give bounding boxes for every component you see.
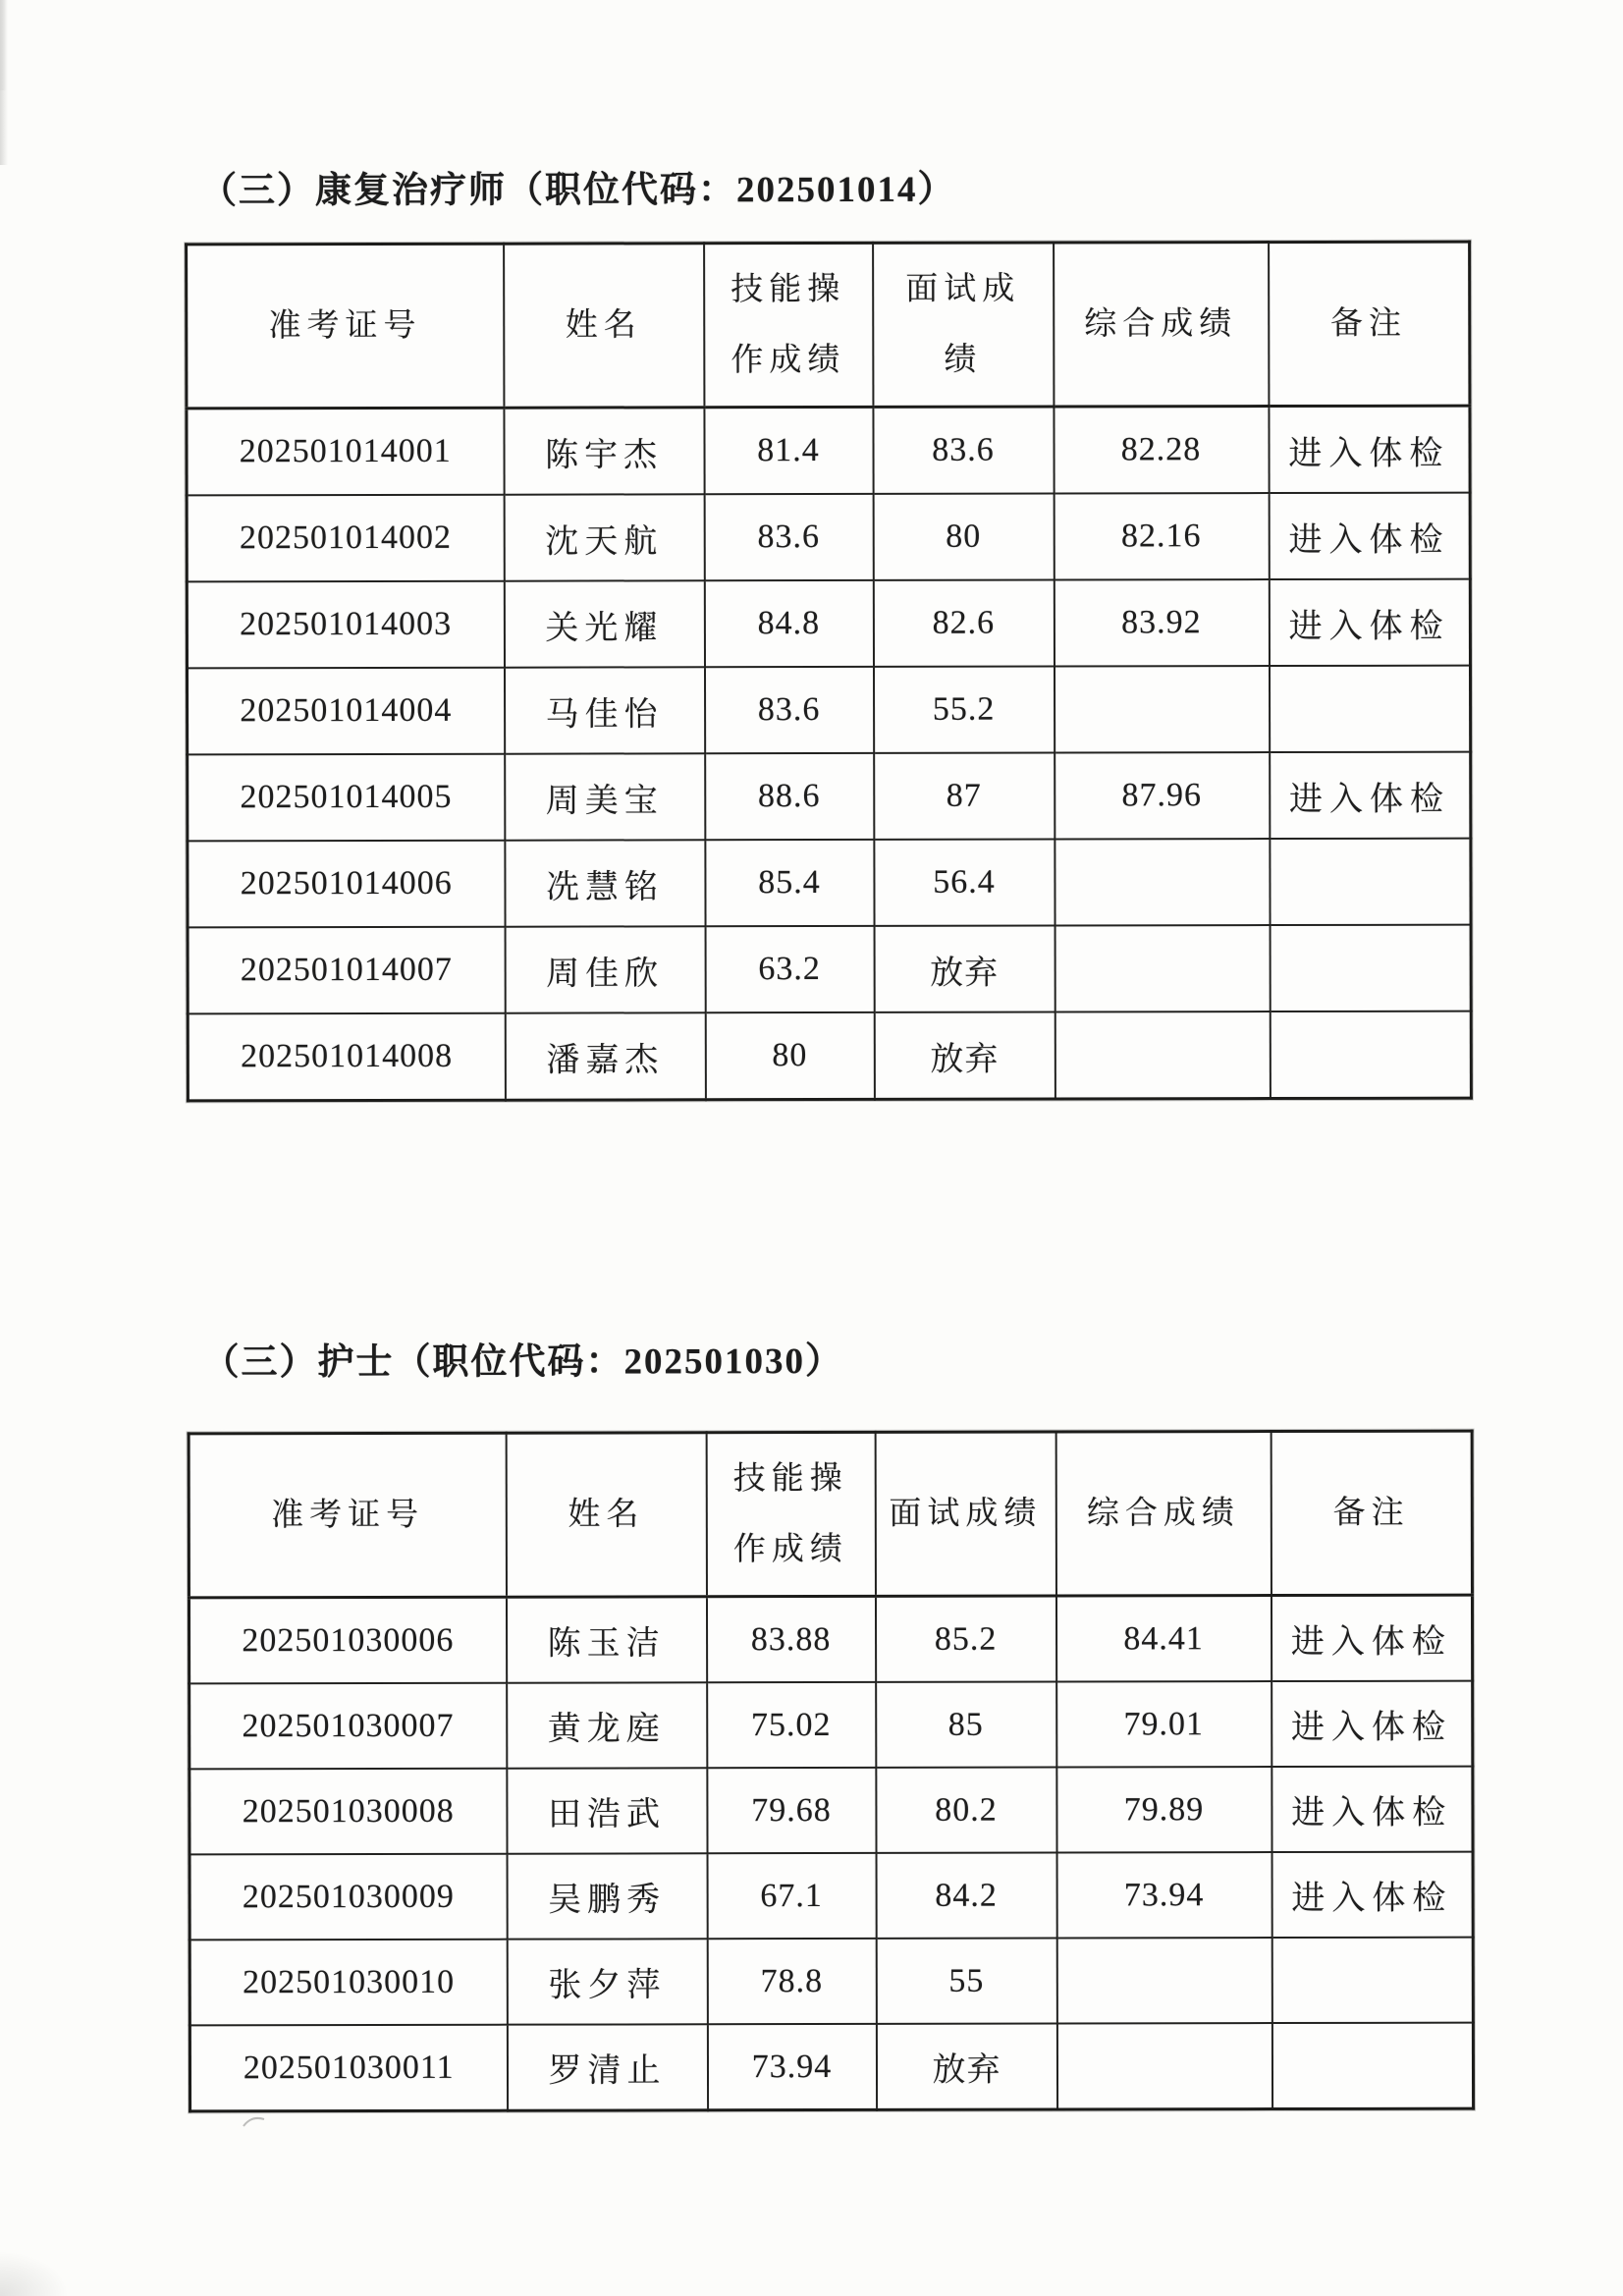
- col-header-skill-score: 技能操 作成绩: [706, 1432, 875, 1596]
- cell-overall-score: 79.89: [1056, 1767, 1271, 1852]
- cell-overall-score: [1056, 2023, 1271, 2109]
- table-row: [188, 925, 1471, 1014]
- table-row: [187, 666, 1470, 755]
- cell-skill-score: 80: [705, 1012, 874, 1100]
- cell-name: 潘嘉杰: [505, 1012, 705, 1100]
- cell-skill-score: 84.8: [704, 580, 873, 667]
- cell-overall-score: [1055, 1011, 1270, 1099]
- cell-exam-id: 202501014008: [188, 1013, 505, 1101]
- table-body: [189, 1595, 1473, 2111]
- cell-remark: [1271, 1938, 1473, 2023]
- cell-skill-score: 81.4: [704, 407, 873, 494]
- cell-skill-score: 67.1: [707, 1853, 876, 1939]
- col-header-interview-score: 面试成 绩: [873, 243, 1054, 407]
- table-row: [189, 1852, 1473, 1941]
- cell-remark: 进入体检: [1270, 752, 1471, 839]
- cell-exam-id: 202501014006: [188, 841, 505, 928]
- table-header-row: [189, 1431, 1472, 1598]
- cell-exam-id: 202501014002: [187, 495, 504, 582]
- scan-edge-smudge: [0, 0, 7, 90]
- cell-overall-score: 82.16: [1054, 493, 1269, 579]
- cell-remark: 进入体检: [1271, 1767, 1473, 1852]
- table-row: [188, 839, 1471, 928]
- cell-overall-score: [1055, 925, 1270, 1011]
- table-row: [189, 1595, 1472, 1683]
- cell-overall-score: 79.01: [1056, 1681, 1271, 1767]
- cell-overall-score: 84.41: [1055, 1596, 1271, 1682]
- cell-name: 张夕萍: [507, 1939, 707, 2024]
- table-row: [189, 1767, 1473, 1855]
- cell-exam-id: 202501014007: [188, 927, 505, 1014]
- cell-exam-id: 202501030011: [189, 2025, 507, 2111]
- results-table-nurse: [188, 1430, 1475, 2113]
- cell-remark: [1270, 839, 1471, 925]
- cell-name: 周佳欣: [505, 926, 705, 1012]
- cell-overall-score: [1055, 839, 1270, 925]
- cell-remark: [1269, 666, 1470, 752]
- col-header-name: 姓名: [504, 244, 704, 408]
- table-header-row: [187, 242, 1470, 409]
- cell-interview-score: 82.6: [873, 580, 1054, 667]
- cell-interview-score: 85.2: [875, 1596, 1055, 1682]
- results-table-rehab-therapist: [185, 241, 1473, 1103]
- table-row: [187, 579, 1470, 669]
- table-row: [189, 2023, 1473, 2111]
- cell-interview-score: 放弃: [874, 926, 1055, 1012]
- cell-skill-score: 79.68: [707, 1768, 876, 1853]
- cell-skill-score: 75.02: [707, 1682, 876, 1768]
- cell-name: 沈天航: [504, 494, 704, 580]
- cell-name: 黄龙庭: [507, 1682, 707, 1768]
- cell-overall-score: [1054, 666, 1269, 752]
- cell-exam-id: 202501014001: [187, 408, 504, 495]
- cell-name: 吴鹏秀: [507, 1853, 707, 1939]
- cell-overall-score: 87.96: [1055, 752, 1270, 839]
- cell-overall-score: 82.28: [1054, 407, 1269, 494]
- cell-exam-id: 202501030010: [189, 1940, 507, 2026]
- cell-interview-score: 80: [873, 494, 1054, 580]
- cell-remark: 进入体检: [1271, 1595, 1472, 1681]
- cell-remark: 进入体检: [1271, 1681, 1473, 1767]
- cell-skill-score: 83.6: [704, 494, 873, 580]
- section-title: （三）康复治疗师（职位代码：202501014）: [199, 169, 956, 212]
- scan-pen-mark: [242, 2113, 267, 2129]
- col-header-skill-score: 技能操 作成绩: [704, 243, 873, 407]
- col-header-name: 姓名: [506, 1433, 706, 1597]
- cell-remark: 进入体检: [1271, 1852, 1473, 1938]
- cell-interview-score: 放弃: [874, 1012, 1055, 1100]
- cell-overall-score: 73.94: [1056, 1852, 1271, 1938]
- col-header-exam-id: 准考证号: [189, 1433, 506, 1598]
- cell-interview-score: 83.6: [873, 407, 1054, 494]
- cell-skill-score: 88.6: [705, 753, 874, 840]
- cell-overall-score: [1056, 1938, 1271, 2023]
- cell-interview-score: 80.2: [876, 1768, 1056, 1853]
- cell-interview-score: 放弃: [876, 2024, 1056, 2110]
- table-row: [188, 1011, 1471, 1101]
- cell-name: 关光耀: [504, 580, 704, 667]
- cell-name: 陈宇杰: [504, 408, 704, 495]
- cell-name: 周美宝: [505, 753, 705, 840]
- col-header-overall-score: 综合成绩: [1054, 243, 1269, 407]
- cell-remark: 进入体检: [1269, 406, 1470, 493]
- table-body: [187, 406, 1471, 1101]
- table-row: [187, 493, 1470, 582]
- cell-exam-id: 202501014003: [187, 581, 504, 669]
- col-header-overall-score: 综合成绩: [1055, 1432, 1271, 1596]
- cell-exam-id: 202501030007: [189, 1683, 507, 1770]
- cell-exam-id: 202501030009: [189, 1854, 507, 1941]
- col-header-remark: 备注: [1269, 242, 1470, 406]
- cell-skill-score: 83.88: [706, 1596, 875, 1682]
- scan-corner-shadow: [0, 2251, 69, 2296]
- cell-skill-score: 78.8: [707, 1939, 876, 2024]
- col-header-remark: 备注: [1271, 1431, 1472, 1595]
- section-title: （三）护士（职位代码：202501030）: [202, 1340, 844, 1384]
- cell-skill-score: 73.94: [707, 2024, 876, 2110]
- cell-name: 冼慧铭: [505, 840, 705, 926]
- cell-interview-score: 55: [876, 1939, 1056, 2024]
- cell-skill-score: 63.2: [705, 926, 874, 1012]
- col-header-interview-score: 面试成绩: [875, 1432, 1055, 1596]
- cell-name: 罗清止: [507, 2024, 707, 2110]
- cell-interview-score: 56.4: [874, 840, 1055, 926]
- cell-exam-id: 202501014005: [188, 754, 505, 842]
- cell-skill-score: 85.4: [705, 840, 874, 926]
- cell-interview-score: 85: [876, 1682, 1056, 1768]
- cell-interview-score: 55.2: [873, 667, 1054, 753]
- cell-name: 马佳怡: [504, 667, 704, 753]
- cell-exam-id: 202501030008: [189, 1769, 507, 1855]
- cell-remark: [1270, 925, 1471, 1011]
- table-row: [188, 752, 1471, 842]
- section-nurse: [187, 1336, 1475, 2113]
- document-content: [185, 164, 1475, 2113]
- cell-name: 田浩武: [507, 1768, 707, 1853]
- cell-overall-score: 83.92: [1054, 579, 1269, 666]
- cell-interview-score: 87: [874, 753, 1055, 840]
- cell-exam-id: 202501030006: [189, 1597, 506, 1683]
- table-row: [187, 406, 1470, 495]
- cell-skill-score: 83.6: [704, 667, 873, 753]
- cell-remark: [1270, 1011, 1471, 1099]
- cell-remark: 进入体检: [1269, 579, 1470, 666]
- cell-name: 陈玉洁: [506, 1597, 706, 1683]
- table-row: [189, 1681, 1473, 1770]
- section-rehab-therapist: [185, 164, 1473, 1103]
- cell-remark: [1271, 2023, 1473, 2109]
- cell-interview-score: 84.2: [876, 1853, 1056, 1939]
- cell-exam-id: 202501014004: [187, 668, 504, 755]
- col-header-exam-id: 准考证号: [187, 244, 504, 409]
- table-row: [189, 1938, 1473, 2026]
- cell-remark: 进入体检: [1269, 493, 1470, 579]
